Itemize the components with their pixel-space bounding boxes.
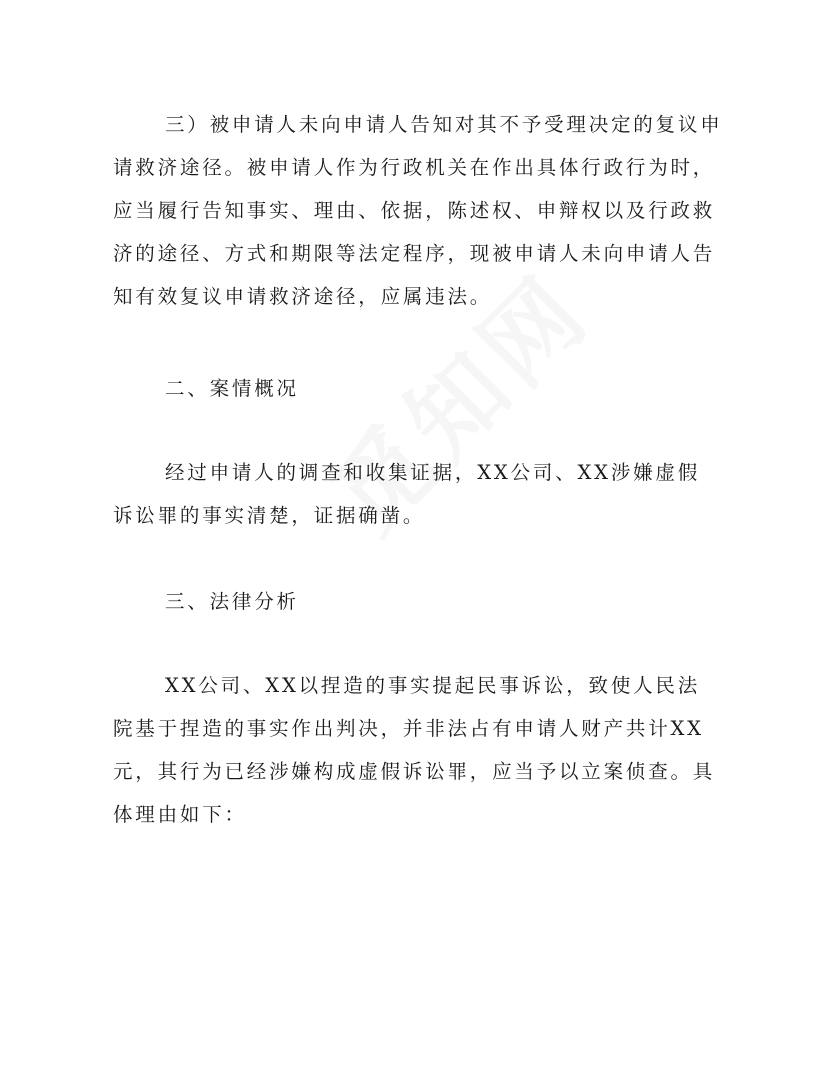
paragraph-line: 知有效复议申请救济途径，应属违法。: [113, 285, 493, 308]
paragraph-line: 请救济途径。被申请人作为行政机关在作出具体行政行为时，: [113, 156, 716, 179]
paragraph-legal-analysis: [113, 664, 716, 836]
paragraph-line: 元，其行为已经涉嫌构成虚假诉讼罪，应当予以立案侦查。具: [113, 760, 716, 783]
paragraph-line: 院基于捏造的事实作出判决，并非法占有申请人财产共计XX: [113, 717, 704, 740]
heading-case-overview: 二、案情概况: [165, 377, 299, 400]
paragraph-line: 诉讼罪的事实清楚，证据确凿。: [113, 504, 426, 527]
heading-legal-analysis: 三、法律分析: [165, 590, 299, 613]
paragraph-line: 应当履行告知事实、理由、依据，陈述权、申辩权以及行政救: [113, 199, 716, 222]
paragraph-line: 济的途径、方式和期限等法定程序，现被申请人未向申请人告: [113, 242, 716, 265]
paragraph-line: 体理由如下：: [113, 803, 247, 826]
paragraph-line: 经过申请人的调查和收集证据，XX公司、XX涉嫌虚假: [165, 461, 701, 484]
paragraph-line: XX公司、XX以捏造的事实提起民事诉讼，致使人民法: [165, 674, 701, 697]
paragraph-case-overview: [113, 451, 713, 537]
paragraph-notification-omission: [113, 103, 723, 318]
paragraph-line: 三）被申请人未向申请人告知对其不予受理决定的复议申: [165, 113, 723, 136]
